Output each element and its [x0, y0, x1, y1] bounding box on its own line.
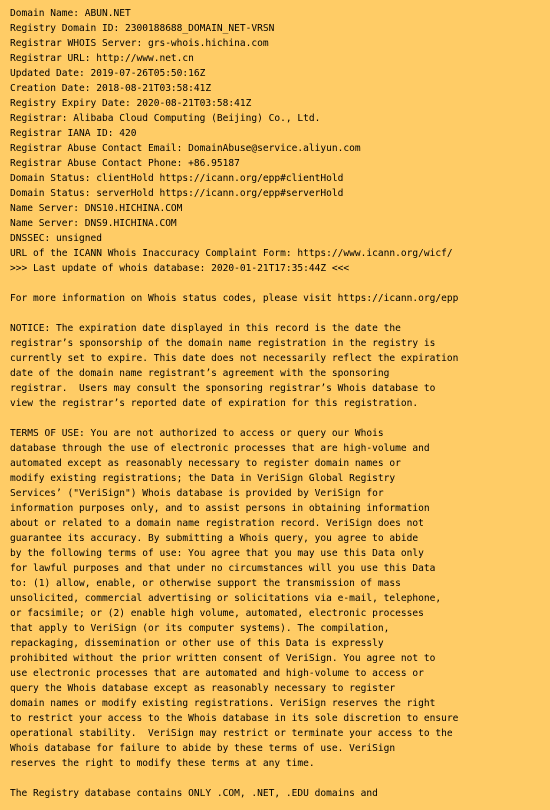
whois-line: currently set to expire. This date does not necessarily reflect the expiration [10, 353, 459, 364]
whois-line: Registrar Abuse Contact Phone: +86.95187 [10, 158, 240, 169]
whois-line: to restrict your access to the Whois database in its sole discretion to ensure [10, 713, 459, 724]
whois-line: prohibited without the prior written consent of VeriSign. You agree not to [10, 653, 436, 664]
whois-line: registrar’s sponsorship of the domain name registration in the registry is [10, 338, 436, 349]
whois-line: TERMS OF USE: You are not authorized to access or query our Whois [10, 428, 384, 439]
whois-line: by the following terms of use: You agree that you may use this Data only [10, 548, 424, 559]
whois-line: query the Whois database except as reasonably necessary to register [10, 683, 396, 694]
whois-line: NOTICE: The expiration date displayed in this record is the date the [10, 323, 401, 334]
whois-line: Whois database for failure to abide by these terms of use. VeriSign [10, 743, 396, 754]
whois-line: The Registry database contains ONLY .COM, .NET, .EDU domains and [10, 788, 378, 799]
whois-line: database through the use of electronic processes that are high-volume and [10, 443, 430, 454]
whois-line: Domain Status: serverHold https://icann.org/epp#serverHold [10, 188, 344, 199]
whois-line: for lawful purposes and that under no circumstances will you use this Data [10, 563, 436, 574]
whois-line: automated except as reasonably necessary to register domain names or [10, 458, 401, 469]
whois-line: Domain Status: clientHold https://icann.org/epp#clientHold [10, 173, 344, 184]
whois-line: Updated Date: 2019-07-26T05:50:16Z [10, 68, 206, 79]
whois-line [10, 771, 545, 786]
whois-line: Registrar IANA ID: 420 [10, 128, 137, 139]
whois-line: Creation Date: 2018-08-21T03:58:41Z [10, 83, 212, 94]
whois-line: operational stability. VeriSign may restrict or terminate your access to the [10, 728, 453, 739]
whois-line: use electronic processes that are automated and high-volume to access or [10, 668, 424, 679]
whois-line [10, 411, 545, 426]
whois-line: domain names or modify existing registrations. VeriSign reserves the right [10, 698, 436, 709]
whois-line: modify existing registrations; the Data in VeriSign Global Registry [10, 473, 396, 484]
whois-line: Registry Expiry Date: 2020-08-21T03:58:41Z [10, 98, 252, 109]
whois-line: Name Server: DNS9.HICHINA.COM [10, 218, 177, 229]
whois-line: For more information on Whois status codes, please visit https://icann.org/epp [10, 293, 459, 304]
whois-line: guarantee its accuracy. By submitting a Whois query, you agree to abide [10, 533, 419, 544]
whois-line: registrar. Users may consult the sponsoring registrar’s Whois database to [10, 383, 436, 394]
whois-line: Registrar Abuse Contact Email: DomainAbuse@service.aliyun.com [10, 143, 361, 154]
whois-line: view the registrar’s reported date of expiration for this registration. [10, 398, 419, 409]
whois-line: that apply to VeriSign (or its computer systems). The compilation, [10, 623, 390, 634]
whois-record [10, 6, 545, 801]
whois-line: Registry Domain ID: 2300188688_DOMAIN_NET-VRSN [10, 23, 275, 34]
whois-line [10, 276, 545, 291]
whois-line: Registrar: Alibaba Cloud Computing (Beijing) Co., Ltd. [10, 113, 321, 124]
whois-line: DNSSEC: unsigned [10, 233, 102, 244]
whois-line: or facsimile; or (2) enable high volume, automated, electronic processes [10, 608, 424, 619]
whois-line: unsolicited, commercial advertising or solicitations via e-mail, telephone, [10, 593, 442, 604]
whois-line: to: (1) allow, enable, or otherwise support the transmission of mass [10, 578, 401, 589]
whois-line: Registrar WHOIS Server: grs-whois.hichina.com [10, 38, 269, 49]
whois-line: about or related to a domain name registration record. VeriSign does not [10, 518, 424, 529]
whois-line: Services’ ("VeriSign") Whois database is provided by VeriSign for [10, 488, 384, 499]
whois-line [10, 306, 545, 321]
whois-line: Name Server: DNS10.HICHINA.COM [10, 203, 183, 214]
whois-line: date of the domain name registrant’s agreement with the sponsoring [10, 368, 390, 379]
whois-line: URL of the ICANN Whois Inaccuracy Complaint Form: https://www.icann.org/wicf/ [10, 248, 453, 259]
whois-line: Domain Name: ABUN.NET [10, 8, 131, 19]
whois-line: >>> Last update of whois database: 2020-01-21T17:35:44Z <<< [10, 263, 350, 274]
whois-line: reserves the right to modify these terms at any time. [10, 758, 315, 769]
whois-line: Registrar URL: http://www.net.cn [10, 53, 194, 64]
whois-line: repackaging, dissemination or other use of this Data is expressly [10, 638, 384, 649]
whois-line: information purposes only, and to assist persons in obtaining information [10, 503, 430, 514]
